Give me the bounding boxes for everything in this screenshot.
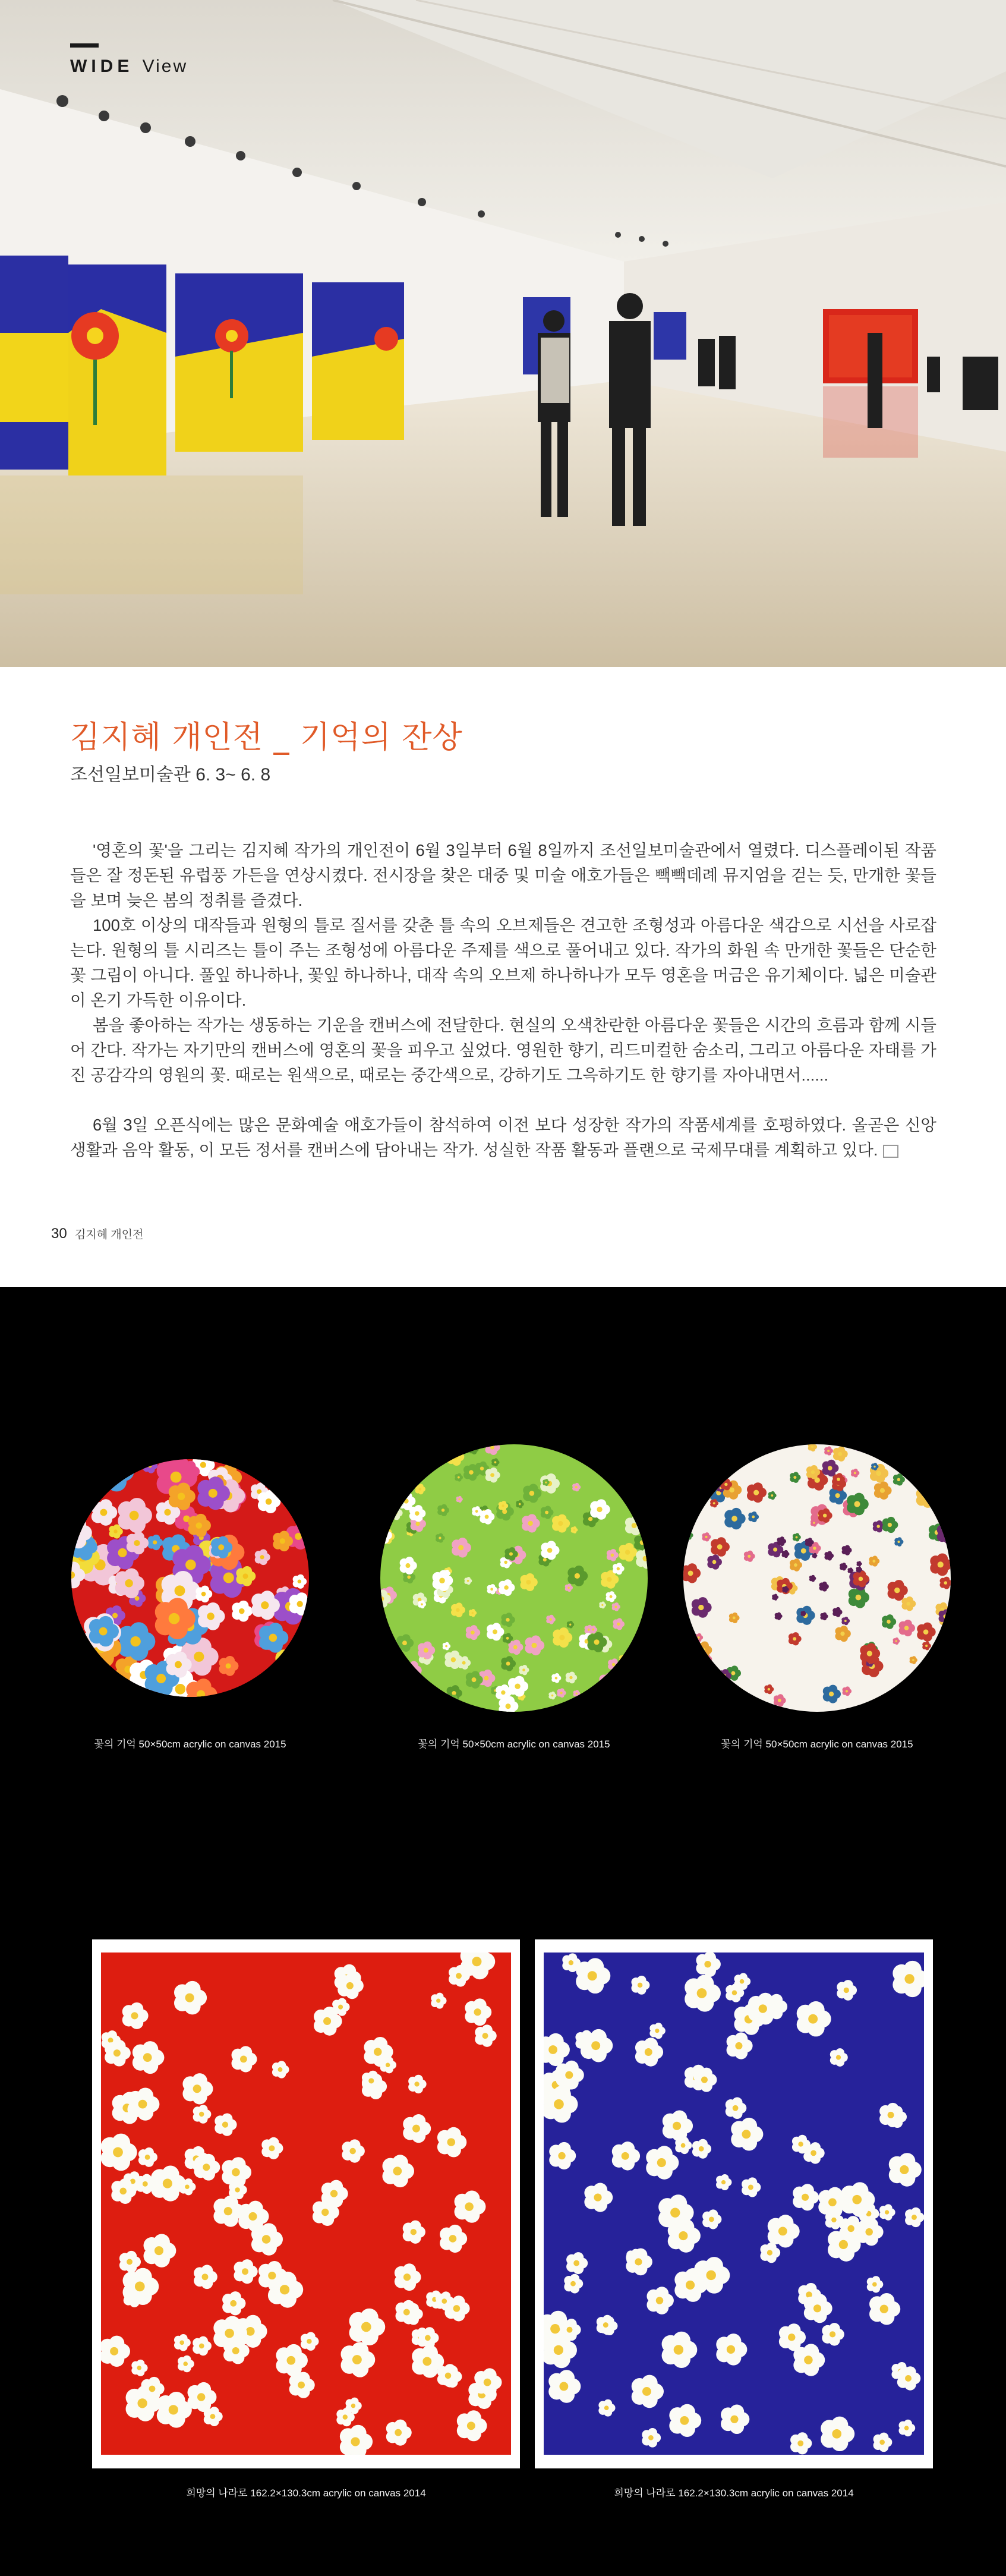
page-number: 30 [51,1226,67,1242]
artwork-caption: 꽃의 기억 50×50cm acrylic on canvas 2015 [418,1739,610,1750]
article-body [70,838,936,1163]
round-artwork-1 [59,1441,311,1711]
article-paragraph: 6월 3일 오픈식에는 많은 문화예술 애호가들이 참석하여 이전 보다 성장한 작가의 작품세계를 호평하였다. 올곧은 신앙생활과 음악 활동, 이 모든 정서를 캔버스에 담아내는 작가. 성실한 작품 활동과 플랜으로 국제무대를 계획하고 있다. [70,1116,936,1159]
artwork-caption: 꽃의 기억 50×50cm acrylic on canvas 2015 [94,1739,286,1750]
artwork-gallery [0,1287,1006,2576]
article-paragraph: '영혼의 꽃'을 그리는 김지혜 작가의 개인전이 6월 3일부터 6월 8일까지 조선일보미술관에서 열렸다. 디스플레이된 작품들은 잘 정돈된 유럽풍 가든을 연상시켰다. 전시장을 찾은 대중 및 미술 애호가들은 빽빽데례 뮤지엄을 걷는 듯, 만개한 꽃들을 보며 늦은 봄의 정취를 즐겼다. [70,841,936,909]
gallery-photo [0,0,1006,667]
article-paragraph: 100호 이상의 대작들과 원형의 틀로 질서를 갖춘 틀 속의 오브제들은 견고한 조형성과 아름다운 색감으로 시선을 사로잡는다. 원형의 틀 시리즈는 틀이 주는 조형성에 아름다운 주제를 색으로 풀어내고 있다. 작가의 화원 속 만개한 꽃들은 단순한 꽃 그림이 아니다. 풀잎 하나하나, 꽃잎 하나하나, 대작 속의 오브제 하나하나가 모두 영혼을 머금은 유기체이다. 넓은 미술관이 온기 가득한 이유이다. [70,916,936,1009]
end-mark-icon [883,1145,898,1158]
round-artwork-3 [681,1438,960,1712]
running-title: 김지혜 개인전 [74,1229,144,1241]
artwork-caption: 희망의 나라로 162.2×130.3cm acrylic on canvas 2014 [186,2487,426,2499]
artwork-canvas [0,1287,1006,2576]
artwork-caption: 꽃의 기억 50×50cm acrylic on canvas 2015 [721,1739,913,1750]
article-paragraph: 봄을 좋아하는 작가는 생동하는 기운을 캔버스에 전달한다. 현실의 오색찬란한 아름다운 꽃들은 시간의 흐름과 함께 시들어 간다. 작가는 자기만의 캔버스에 영혼의 꽃을 피우고 싶었다. 영원한 향기, 리드미컬한 숨소리, 그리고 아름다운 자태를 가진 공감각의 영원의 꽃. 때로는 원색으로, 때로는 중간색으로, 강하기도 그윽하기도 한 향기를 자아내면서...... [70,1016,936,1084]
article-subtitle: 조선일보미술관 6. 3~ 6. 8 [70,765,271,785]
section-bar [70,43,99,48]
round-artwork-2 [373,1439,656,1717]
artwork-caption: 희망의 나라로 162.2×130.3cm acrylic on canvas 2014 [614,2487,854,2499]
article-title: 김지혜 개인전 _ 기억의 잔상 [70,720,463,755]
square-artwork-2 [538,1951,928,2455]
square-artwork-1 [100,1944,511,2458]
section-label-thin: View [142,56,188,76]
article-paragraph-last [70,1113,936,1163]
gallery-scene [0,0,1006,667]
section-label [70,56,188,77]
section-label-bold: WIDE [70,56,134,76]
page-folio [51,1226,143,1242]
